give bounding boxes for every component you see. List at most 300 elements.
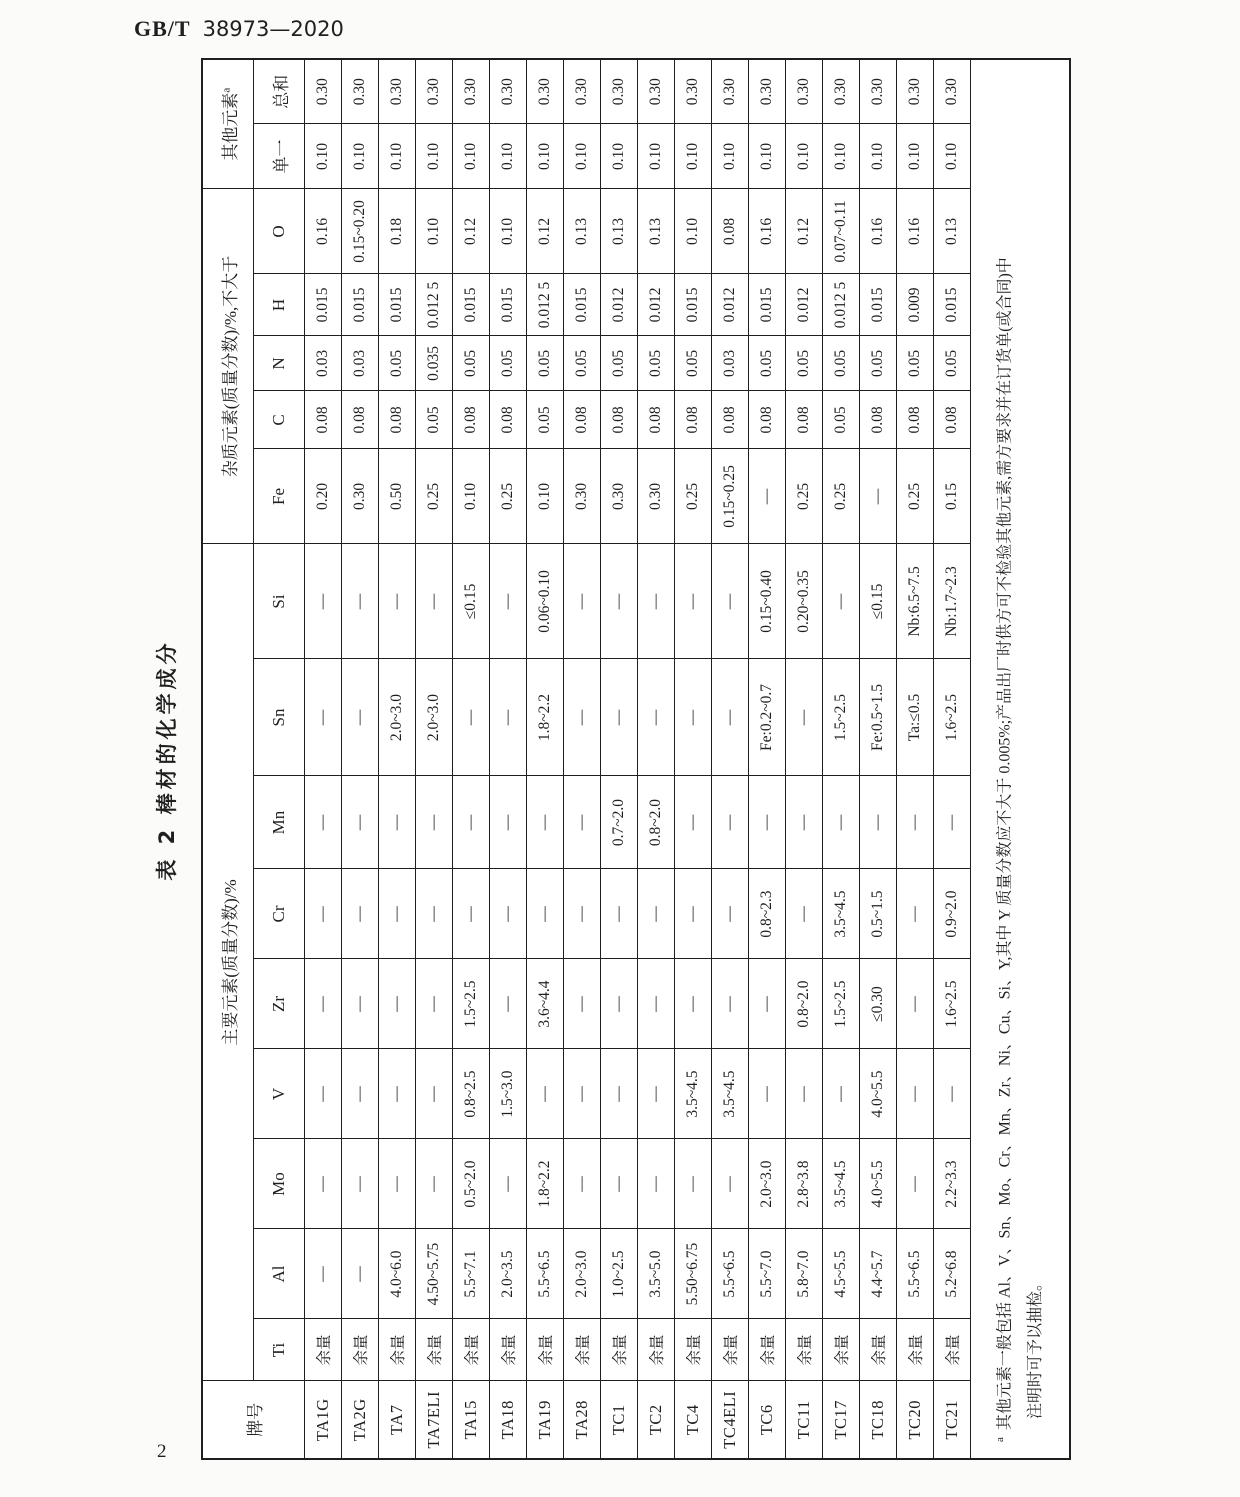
table-cell: 0.18 (379, 189, 416, 274)
table-cell: — (379, 869, 416, 959)
table-cell: — (342, 1049, 379, 1139)
table-cell: 5.5~7.0 (749, 1229, 786, 1319)
table-cell: 0.30 (860, 59, 897, 124)
table-cell: 余量 (564, 1319, 601, 1381)
table-cell: 0.03 (305, 336, 342, 391)
table-cell: 4.0~5.5 (860, 1049, 897, 1139)
column-header-mn: Mn (254, 776, 305, 869)
grade-cell: TC4ELI (712, 1381, 749, 1459)
table-cell: — (453, 869, 490, 959)
table-cell: 0.10 (675, 124, 712, 189)
table-cell: — (342, 776, 379, 869)
table-cell: 0.15~0.25 (712, 449, 749, 544)
table-cell: 0.015 (490, 274, 527, 336)
table-cell: 余量 (638, 1319, 675, 1381)
table-cell: ≤0.15 (453, 544, 490, 659)
table-cell: — (564, 1139, 601, 1229)
table-cell: — (897, 776, 934, 869)
table-cell: — (638, 1049, 675, 1139)
table-cell: 0.8~2.0 (786, 959, 823, 1049)
grade-cell: TA2G (342, 1381, 379, 1459)
table-cell: 5.8~7.0 (786, 1229, 823, 1319)
column-group-other-elements: 其他元素$^a$ (202, 59, 254, 189)
table-cell: 0.05 (638, 336, 675, 391)
table-cell: — (601, 659, 638, 776)
table-cell: 3.6~4.4 (527, 959, 564, 1049)
table-cell: 余量 (712, 1319, 749, 1381)
table-cell: 0.035 (416, 336, 453, 391)
table-cell: 0.012 (712, 274, 749, 336)
header-row (202, 59, 254, 1459)
column-header-si: Si (254, 544, 305, 659)
table-cell: 0.08 (860, 391, 897, 449)
table-cell: — (601, 1049, 638, 1139)
table-cell: 2.0~3.0 (379, 659, 416, 776)
table-cell: 余量 (897, 1319, 934, 1381)
table-cell: — (860, 449, 897, 544)
table-cell: 0.10 (453, 449, 490, 544)
table-cell: 余量 (305, 1319, 342, 1381)
table-row (305, 59, 342, 1459)
grade-cell: TA15 (453, 1381, 490, 1459)
table-cell: 5.5~6.5 (712, 1229, 749, 1319)
standard-header (134, 14, 344, 44)
table-cell: 0.05 (379, 336, 416, 391)
table-row (601, 59, 638, 1459)
table-cell: 5.5~7.1 (453, 1229, 490, 1319)
table-cell: — (823, 776, 860, 869)
table-row (823, 59, 860, 1459)
table-cell: — (712, 544, 749, 659)
other-elements-footnote-mark: a (219, 87, 232, 93)
table-row (638, 59, 675, 1459)
table-cell: 0.10 (860, 124, 897, 189)
table-cell: — (453, 659, 490, 776)
column-header-total: 总和 (254, 59, 305, 124)
table-cell: 3.5~4.5 (823, 1139, 860, 1229)
table-cell: — (342, 959, 379, 1049)
table-cell: — (897, 869, 934, 959)
table-cell: — (379, 959, 416, 1049)
table-cell: 0.25 (416, 449, 453, 544)
table-cell: 0.05 (823, 336, 860, 391)
table-cell: — (675, 544, 712, 659)
grade-cell: TC4 (675, 1381, 712, 1459)
grade-cell: TA1G (305, 1381, 342, 1459)
column-header-sn: Sn (254, 659, 305, 776)
table-cell: 4.5~5.5 (823, 1229, 860, 1319)
table-cell: — (527, 869, 564, 959)
table-cell: 0.25 (897, 449, 934, 544)
table-row (749, 59, 786, 1459)
table-cell: 0.13 (638, 189, 675, 274)
table-cell: — (934, 776, 971, 869)
table-cell: — (712, 659, 749, 776)
table-cell: — (490, 959, 527, 1049)
column-header-ti: Ti (254, 1319, 305, 1381)
table-cell: 0.15~0.40 (749, 544, 786, 659)
table-cell: — (379, 1049, 416, 1139)
table-cell: 0.012 5 (823, 274, 860, 336)
table-cell: 0.10 (675, 189, 712, 274)
table-cell: 0.12 (527, 189, 564, 274)
table-cell: 3.5~5.0 (638, 1229, 675, 1319)
table-cell: 1.6~2.5 (934, 959, 971, 1049)
grade-cell: TC1 (601, 1381, 638, 1459)
table-cell: — (305, 659, 342, 776)
table-cell: 0.10 (934, 124, 971, 189)
table-cell: 余量 (490, 1319, 527, 1381)
table-cell: 2.8~3.8 (786, 1139, 823, 1229)
footnote (971, 59, 1071, 1459)
table-cell: 0.10 (823, 124, 860, 189)
table-cell: 0.015 (749, 274, 786, 336)
table-cell: 余量 (749, 1319, 786, 1381)
footnote-mark: a (994, 1437, 1007, 1442)
table-cell: 0.10 (786, 124, 823, 189)
table-cell: — (897, 1139, 934, 1229)
table-cell: 余量 (786, 1319, 823, 1381)
table-cell: 0.05 (934, 336, 971, 391)
table-cell: 0.08 (897, 391, 934, 449)
table-cell: Nb:1.7~2.3 (934, 544, 971, 659)
table-cell: 余量 (601, 1319, 638, 1381)
table-cell: 0.7~2.0 (601, 776, 638, 869)
table-cell: 1.5~2.5 (453, 959, 490, 1049)
table-cell: 3.5~4.5 (712, 1049, 749, 1139)
column-header-v: V (254, 1049, 305, 1139)
table-cell: 余量 (675, 1319, 712, 1381)
column-header-zr: Zr (254, 959, 305, 1049)
table-cell: — (564, 959, 601, 1049)
table-cell: 0.13 (564, 189, 601, 274)
table-row (675, 59, 712, 1459)
table-cell: 余量 (342, 1319, 379, 1381)
table-cell: 0.25 (823, 449, 860, 544)
table-cell: — (860, 776, 897, 869)
table-cell: 2.0~3.0 (416, 659, 453, 776)
table-cell: 5.5~6.5 (527, 1229, 564, 1319)
table-cell: — (638, 544, 675, 659)
table-cell: 0.015 (934, 274, 971, 336)
table-cell: — (379, 776, 416, 869)
table-cell: 2.0~3.0 (749, 1139, 786, 1229)
table-cell: 0.08 (675, 391, 712, 449)
table-cell: 0.08 (934, 391, 971, 449)
table-cell: 3.5~4.5 (823, 869, 860, 959)
column-group-impurity-elements: 杂质元素(质量分数)/%,不大于 (202, 189, 254, 544)
table-cell: 0.08 (379, 391, 416, 449)
table-cell: 0.15~0.20 (342, 189, 379, 274)
footnote-row (971, 59, 1071, 1459)
standard-prefix: GB/T (134, 16, 191, 41)
table-cell: 0.25 (786, 449, 823, 544)
table-cell: 0.12 (786, 189, 823, 274)
table-cell: 0.05 (897, 336, 934, 391)
table-row (453, 59, 490, 1459)
table-cell: 0.05 (453, 336, 490, 391)
grade-cell: TC21 (934, 1381, 971, 1459)
table-row (934, 59, 971, 1459)
grade-cell: TA7 (379, 1381, 416, 1459)
table-cell: Fe:0.2~0.7 (749, 659, 786, 776)
table-cell: — (305, 776, 342, 869)
grade-cell: TA19 (527, 1381, 564, 1459)
table-cell: — (823, 1049, 860, 1139)
table-row (786, 59, 823, 1459)
table-cell: 0.20~0.35 (786, 544, 823, 659)
table-cell: 0.5~2.0 (453, 1139, 490, 1229)
table-cell: — (453, 776, 490, 869)
table-cell: 1.6~2.5 (934, 659, 971, 776)
table-cell: 0.16 (860, 189, 897, 274)
table-cell: — (712, 869, 749, 959)
column-header-mo: Mo (254, 1139, 305, 1229)
table-cell: 0.015 (453, 274, 490, 336)
table-cell: 0.5~1.5 (860, 869, 897, 959)
table-cell: 5.50~6.75 (675, 1229, 712, 1319)
column-header-grade: 牌号 (202, 1381, 305, 1459)
table-cell: — (749, 776, 786, 869)
footnote-text: 其他元素一般包括 Al、V、Sn、Mo、Cr、Mn、Zr、Ni、Cu、Si、Y,其中 Y 质量分数应不大于 0.005%;产品出厂时供方可不检验其他元素,需方要求并在订货单(或合同)中 (996, 257, 1014, 1431)
table-cell: 0.10 (490, 124, 527, 189)
table-cell: — (749, 959, 786, 1049)
table-cell: — (638, 959, 675, 1049)
table-cell: — (416, 776, 453, 869)
table-cell: 0.8~2.5 (453, 1049, 490, 1139)
table-cell: 0.012 (638, 274, 675, 336)
footnote-line-2: 注明时可予以抽检。 (1027, 1274, 1045, 1419)
table-cell: — (712, 1139, 749, 1229)
table-cell: — (342, 659, 379, 776)
table-cell: — (601, 544, 638, 659)
table-cell: 0.13 (601, 189, 638, 274)
table-cell: 0.08 (490, 391, 527, 449)
table-cell: 0.10 (897, 124, 934, 189)
table-cell: — (712, 776, 749, 869)
table-cell: 0.30 (453, 59, 490, 124)
table-cell: 0.12 (453, 189, 490, 274)
table-cell: 0.08 (453, 391, 490, 449)
table-cell: 0.10 (379, 124, 416, 189)
table-cell: — (490, 1139, 527, 1229)
table-cell: 0.20 (305, 449, 342, 544)
table-cell: — (490, 869, 527, 959)
table-cell: — (786, 869, 823, 959)
table-cell: 0.50 (379, 449, 416, 544)
table-cell: 0.30 (342, 59, 379, 124)
table-row (342, 59, 379, 1459)
table-cell: 0.07~0.11 (823, 189, 860, 274)
column-header-c: C (254, 391, 305, 449)
table-cell: — (490, 776, 527, 869)
column-header-fe: Fe (254, 449, 305, 544)
table-cell: 0.05 (490, 336, 527, 391)
table-cell: 0.08 (342, 391, 379, 449)
table-cell: — (416, 869, 453, 959)
table-cell: — (342, 544, 379, 659)
table-cell: 0.08 (638, 391, 675, 449)
table-cell: 0.015 (675, 274, 712, 336)
table-cell: — (527, 1049, 564, 1139)
table-row (379, 59, 416, 1459)
table-cell: — (638, 869, 675, 959)
table-cell: — (564, 1049, 601, 1139)
column-header-single: 单一 (254, 124, 305, 189)
table-cell: 2.0~3.5 (490, 1229, 527, 1319)
table-cell: — (416, 1049, 453, 1139)
table-cell: 0.05 (564, 336, 601, 391)
table-cell: 0.08 (786, 391, 823, 449)
table-cell: 4.50~5.75 (416, 1229, 453, 1319)
table-cell: — (305, 544, 342, 659)
table-cell: — (638, 1139, 675, 1229)
table-cell: — (342, 1229, 379, 1319)
column-header-al: Al (254, 1229, 305, 1319)
table-cell: 0.10 (527, 449, 564, 544)
table-cell: — (416, 1139, 453, 1229)
table-cell: 4.0~5.5 (860, 1139, 897, 1229)
table-cell: 0.015 (342, 274, 379, 336)
table-cell: 0.10 (305, 124, 342, 189)
table-cell: — (564, 869, 601, 959)
table-cell: 4.4~5.7 (860, 1229, 897, 1319)
table-cell: 0.05 (749, 336, 786, 391)
table-cell: 0.30 (749, 59, 786, 124)
table-cell: 余量 (379, 1319, 416, 1381)
table-cell: 0.015 (379, 274, 416, 336)
table-cell: — (305, 869, 342, 959)
table-cell: 0.012 5 (527, 274, 564, 336)
table-cell: 0.30 (897, 59, 934, 124)
table-cell: 0.30 (527, 59, 564, 124)
table-cell: 0.08 (712, 189, 749, 274)
column-header-h: H (254, 274, 305, 336)
table-cell: — (897, 1049, 934, 1139)
table-cell: 0.10 (342, 124, 379, 189)
table-row (490, 59, 527, 1459)
table-cell: ≤0.15 (860, 544, 897, 659)
table-cell: — (786, 659, 823, 776)
rotated-table-block (149, 60, 1053, 1460)
grade-cell: TC2 (638, 1381, 675, 1459)
table-cell: 1.0~2.5 (601, 1229, 638, 1319)
column-group-main-elements: 主要元素(质量分数)/% (202, 544, 254, 1381)
table-cell: — (416, 544, 453, 659)
table-cell: 1.8~2.2 (527, 1139, 564, 1229)
table-title: 表 2 棒材的化学成分 (155, 639, 179, 881)
table-cell: 0.30 (379, 59, 416, 124)
table-cell: 0.30 (675, 59, 712, 124)
table-cell: — (675, 869, 712, 959)
table-cell: — (749, 1049, 786, 1139)
table-cell: 0.10 (712, 124, 749, 189)
table-cell: 0.30 (342, 449, 379, 544)
table-cell: 0.05 (823, 391, 860, 449)
table-cell: — (305, 1139, 342, 1229)
table-cell: 0.08 (712, 391, 749, 449)
table-cell: 0.30 (638, 449, 675, 544)
table-row (860, 59, 897, 1459)
table-cell: 0.8~2.0 (638, 776, 675, 869)
table-cell: — (786, 1049, 823, 1139)
grade-cell: TC6 (749, 1381, 786, 1459)
table-cell: 2.0~3.0 (564, 1229, 601, 1319)
table-cell: 余量 (453, 1319, 490, 1381)
table-cell: 0.8~2.3 (749, 869, 786, 959)
table-cell: — (305, 1049, 342, 1139)
table-cell: 0.30 (712, 59, 749, 124)
table-cell: 5.2~6.8 (934, 1229, 971, 1319)
grade-cell: TA18 (490, 1381, 527, 1459)
table-cell: 0.10 (638, 124, 675, 189)
table-cell: — (749, 449, 786, 544)
table-cell: 0.06~0.10 (527, 544, 564, 659)
table-cell: — (305, 959, 342, 1049)
table-cell: — (342, 1139, 379, 1229)
table-row (527, 59, 564, 1459)
table-cell: 0.16 (305, 189, 342, 274)
header-row (254, 59, 305, 1459)
table-cell: — (564, 776, 601, 869)
table-cell: 0.012 (786, 274, 823, 336)
table-cell: 0.30 (786, 59, 823, 124)
table-cell: 余量 (934, 1319, 971, 1381)
column-header-cr: Cr (254, 869, 305, 959)
table-cell: — (934, 1049, 971, 1139)
table-cell: 0.30 (638, 59, 675, 124)
table-cell: 0.05 (601, 336, 638, 391)
table-cell: 0.25 (490, 449, 527, 544)
grade-cell: TA28 (564, 1381, 601, 1459)
table-row (712, 59, 749, 1459)
table-cell: — (675, 659, 712, 776)
table-cell: 0.015 (564, 274, 601, 336)
table-cell: — (823, 544, 860, 659)
table-cell: 0.03 (342, 336, 379, 391)
column-header-n: N (254, 336, 305, 391)
table-cell: 0.10 (416, 124, 453, 189)
table-row (416, 59, 453, 1459)
table-cell: ≤0.30 (860, 959, 897, 1049)
table-cell: 0.08 (749, 391, 786, 449)
table-cell: 0.9~2.0 (934, 869, 971, 959)
table-cell: 余量 (823, 1319, 860, 1381)
table-cell: 0.30 (564, 449, 601, 544)
table-cell: 0.16 (897, 189, 934, 274)
grade-cell: TC20 (897, 1381, 934, 1459)
standard-number: 38973—2020 (202, 17, 344, 41)
table-cell: — (601, 869, 638, 959)
table-cell: — (638, 659, 675, 776)
table-cell: 0.05 (786, 336, 823, 391)
table-cell: — (786, 776, 823, 869)
table-cell: 4.0~6.0 (379, 1229, 416, 1319)
table-cell: 0.10 (453, 124, 490, 189)
composition-table (201, 58, 1071, 1460)
table-cell: 0.08 (601, 391, 638, 449)
table-cell: 0.009 (897, 274, 934, 336)
table-cell: 1.5~3.0 (490, 1049, 527, 1139)
table-cell: 1.5~2.5 (823, 959, 860, 1049)
grade-cell: TC11 (786, 1381, 823, 1459)
table-cell: 2.2~3.3 (934, 1139, 971, 1229)
table-cell: 0.05 (860, 336, 897, 391)
table-cell: 1.5~2.5 (823, 659, 860, 776)
table-cell: Nb:6.5~7.5 (897, 544, 934, 659)
table-cell: 余量 (860, 1319, 897, 1381)
table-cell: 0.10 (564, 124, 601, 189)
